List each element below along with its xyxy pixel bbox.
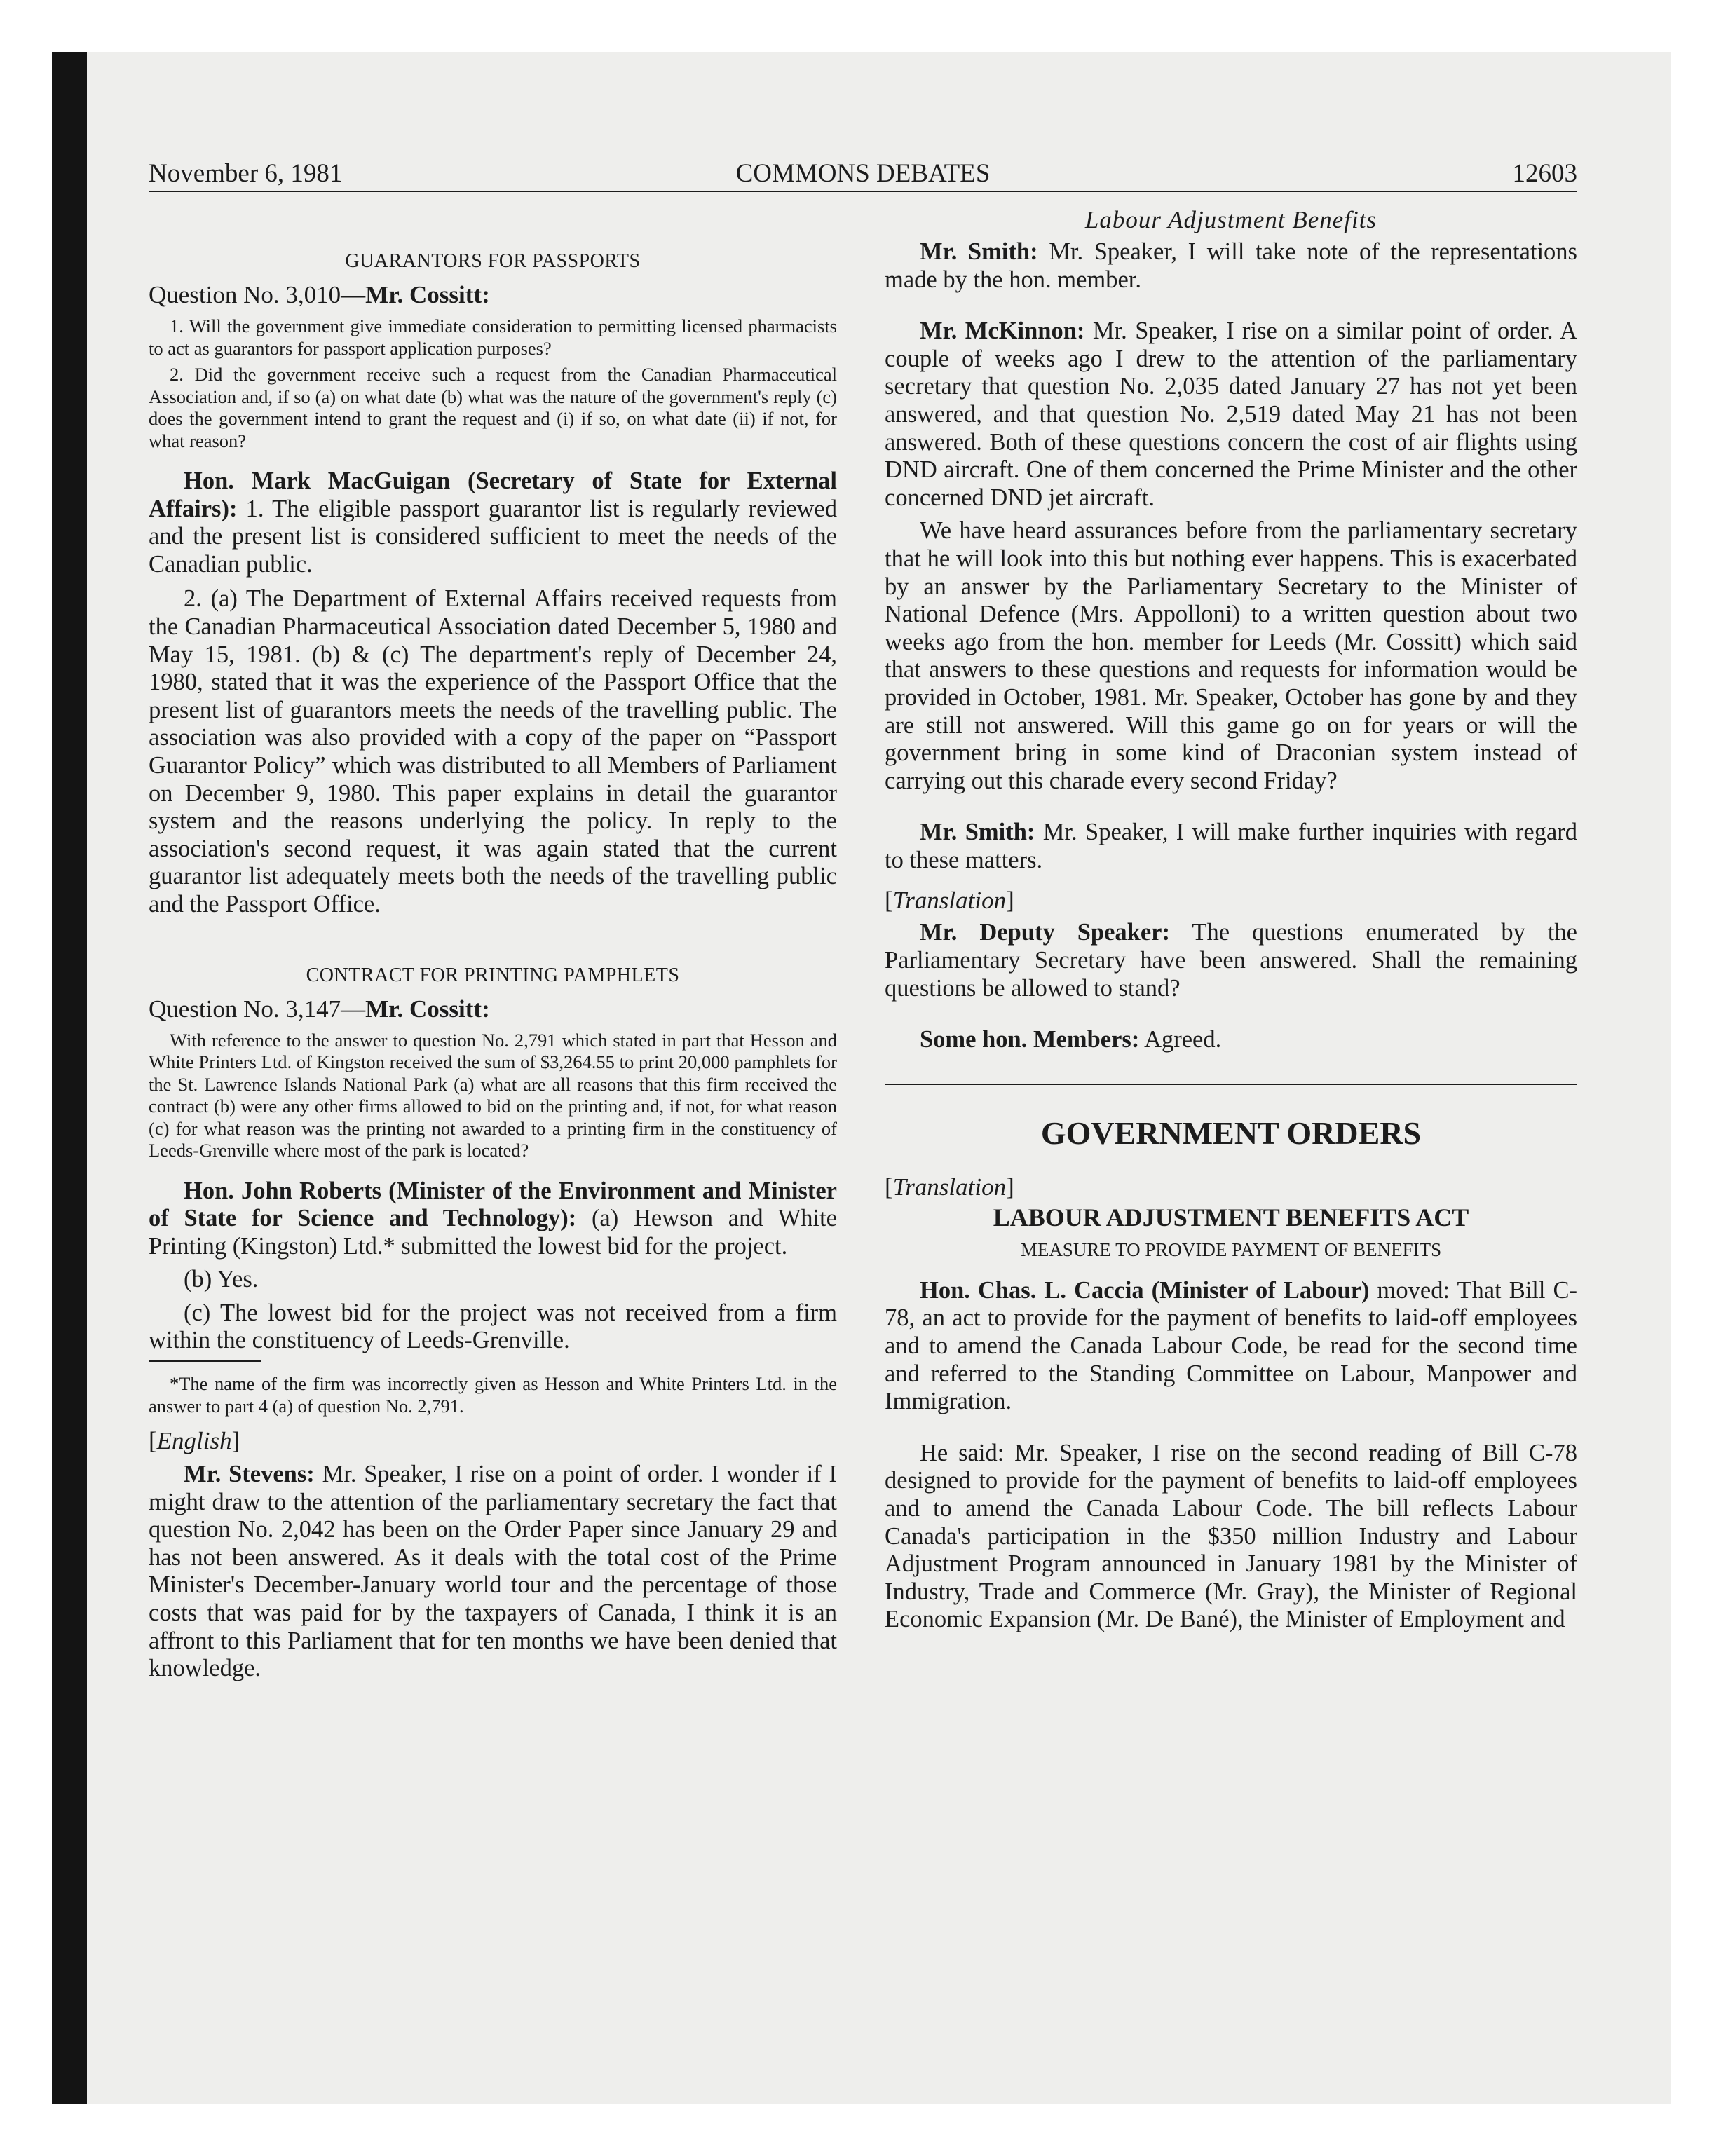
- speaker-name: Mr. Smith:: [920, 238, 1038, 265]
- speech-paragraph: He said: Mr. Speaker, I rise on the second reading of Bill C-78 designed to provide for the payment of benefits to laid-off employees and to amend the Canada Labour Code. The bill reflects Labour Canada's participation in the $350 million Industry and Labour Adjustment Program announced in January 1981 by the Minister of Industry, Trade and Commerce (Mr. Gray), the Minister of Regional Economic Expansion (Mr. De Bané), the Minister of Employment and: [885, 1439, 1577, 1633]
- answer-paragraph: [149, 468, 837, 578]
- subheading: Labour Adjustment Benefits: [1084, 206, 1377, 233]
- speaker-name: Mr. Stevens:: [184, 1461, 315, 1488]
- question-text: 2. Did the government receive such a request from the Canadian Pharmaceutical Association and, if so (a) on what date (b) what was the nature of the government's reply (c) does the government intend to grant the request and (i) if so, on what date (ii) if not, for what reason?: [149, 364, 837, 451]
- speech-paragraph: We have heard assurances before from the parliamentary secretary that he will look into this but nothing ever happens. This is exacerbated by an answer by the Parliamentary Secretary to the Minister of National Defence (Mrs. Appolloni) to a written question about two weeks ago from the hon. member for Leeds (Mr. Cossitt) which said that answers to these questions and requests for information would be provided in October, 1981. Mr. Speaker, October has gone by and they are still not answered. Will this game go on for years or will the government bring in some kind of Draconian system instead of carrying out this charade every second Friday?: [885, 517, 1577, 794]
- question-heading: GUARANTORS FOR PASSPORTS: [345, 250, 641, 272]
- speech-paragraph: [885, 318, 1577, 512]
- question-heading: CONTRACT FOR PRINTING PAMPHLETS: [306, 964, 680, 986]
- answer-text: 1. The eligible passport guarantor list is regularly reviewed and the present list is considered sufficient to meet the needs of the Canadian public.: [149, 495, 837, 578]
- speech-text: Mr. Speaker, I will make further inquiries with regard to these matters.: [885, 819, 1578, 873]
- header-publication: COMMONS DEBATES: [735, 159, 991, 188]
- question-asker: Mr. Cossitt:: [365, 281, 490, 308]
- measure-title: MEASURE TO PROVIDE PAYMENT OF BENEFITS: [1020, 1239, 1442, 1260]
- scan-edge-shadow: [52, 52, 87, 2104]
- speaker-name: Hon. Chas. L. Caccia (Minister of Labour): [920, 1276, 1370, 1304]
- speech-text: Mr. Speaker, I will take note of the representations made by the hon. member.: [885, 238, 1577, 293]
- act-title: LABOUR ADJUSTMENT BENEFITS ACT: [993, 1203, 1469, 1231]
- page-header: [149, 158, 1577, 190]
- speaker-name: Hon. Mark MacGuigan (Secretary of State for External Affairs):: [149, 468, 837, 522]
- speech-paragraph: [885, 238, 1577, 294]
- question-text: 1. Will the government give immediate consideration to permitting licensed pharmacists to act as guarantors for passport application purposes?: [149, 315, 837, 359]
- speaker-name: Mr. McKinnon:: [920, 318, 1085, 345]
- language-label: English: [156, 1427, 232, 1455]
- language-label: Translation: [892, 1173, 1007, 1201]
- question-label: Question No. 3,010—: [149, 281, 366, 308]
- answer-paragraph: (b) Yes.: [184, 1266, 259, 1293]
- footnote-rule: [149, 1360, 261, 1362]
- answer-paragraph: (c) The lowest bid for the project was not received from a firm within the constituency of Leeds-Grenville.: [149, 1299, 837, 1354]
- speaker-name: Hon. John Roberts (Minister of the Environment and Minister of State for Science and Technology):: [149, 1177, 837, 1232]
- speech-paragraph: [885, 919, 1577, 1002]
- section-rule: [885, 1084, 1577, 1085]
- speech-paragraph: [149, 1461, 837, 1683]
- language-marker: [Translation]: [885, 1173, 1014, 1201]
- language-label: Translation: [892, 887, 1007, 915]
- header-date: November 6, 1981: [149, 159, 343, 188]
- speech-text: Agreed.: [1139, 1026, 1222, 1053]
- speech-paragraph: [885, 1277, 1577, 1416]
- right-column: [885, 206, 1577, 1634]
- question-text: With reference to the answer to question No. 2,791 which stated in part that Hesson and White Printers Ltd. of Kingston received the sum of $3,264.55 to print 20,000 pamphlets for the St. Lawrence Islands National Park (a) what are all reasons that this firm received the contract (b) were any other firms allowed to bid on the printing and, if not, for what reason (c) for what reason was the printing not awarded to a printing firm in the constituency of Leeds-Grenville where most of the park is located?: [149, 1029, 837, 1161]
- speech-text: Mr. Speaker, I rise on a similar point of order. A couple of weeks ago I drew to the attention of the parliamentary secretary that question No. 2,035 dated January 27 has not yet been answered, and that question No. 2,519 dated May 21 has not been answered. Both of these questions concern the cost of air flights using DND aircraft. One of them concerned the Prime Minister and the other concerned DND jet aircraft.: [885, 318, 1577, 511]
- header-rule: [149, 191, 1577, 192]
- speaker-name: Mr. Smith:: [920, 819, 1035, 846]
- speech-paragraph: [885, 1026, 1577, 1054]
- left-column: [149, 206, 837, 1683]
- speech-text: The questions enumerated by the Parliamentary Secretary have been answered. Shall the remaining questions be allowed to stand?: [885, 919, 1577, 1002]
- footnote: *The name of the firm was incorrectly given as Hesson and White Printers Ltd. in the answer to part 4 (a) of question No. 2,791.: [149, 1373, 837, 1417]
- answer-text: (a) Hewson and White Printing (Kingston) Ltd.* submitted the lowest bid for the project.: [149, 1205, 837, 1260]
- section-title: GOVERNMENT ORDERS: [1040, 1114, 1422, 1151]
- speaker-name: Mr. Deputy Speaker:: [920, 919, 1170, 946]
- question-line: [149, 995, 837, 1024]
- question-label: Question No. 3,147—: [149, 995, 366, 1023]
- question-line: [149, 280, 837, 310]
- language-marker: [English]: [149, 1427, 240, 1455]
- answer-paragraph: [149, 1178, 837, 1261]
- speaker-name: Some hon. Members:: [920, 1026, 1140, 1053]
- answer-paragraph: 2. (a) The Department of External Affairs received requests from the Canadian Pharmaceutical Association dated December 5, 1980 and May 15, 1981. (b) & (c) The department's reply of December 24, 1980, stated that it was the experience of the Passport Office that the present list of guarantors meets the needs of the travelling public. The association was also provided with a copy of the paper on “Passport Guarantor Policy” which was distributed to all Members of Parliament on December 9, 1980. This paper explains in detail the guarantor system and the reasons underlying the policy. In reply to the association's second request, it was again stated that the current guarantor list adequately meets both the needs of the travelling public and the Passport Office.: [149, 585, 837, 917]
- speech-paragraph: [885, 819, 1577, 874]
- speech-text: Mr. Speaker, I rise on a point of order. I wonder if I might draw to the attention of the parliamentary secretary the fact that question No. 2,042 has been on the Order Paper since January 29 and has not been answered. As it deals with the total cost of the Prime Minister's December-January world tour and the percentage of those costs that was paid for by the taxpayers of Canada, I think it is an affront to this Parliament that for ten months we have been denied that knowledge.: [149, 1461, 837, 1682]
- language-marker: [Translation]: [885, 887, 1014, 915]
- speech-text: moved: That Bill C-78, an act to provide for the payment of benefits to laid-off employees and to amend the Canada Labour Code, be read for the second time and referred to the Standing Committee on Labour, Manpower and Immigration.: [885, 1276, 1577, 1415]
- question-asker: Mr. Cossitt:: [365, 995, 490, 1023]
- header-page-number: 12603: [1512, 159, 1577, 188]
